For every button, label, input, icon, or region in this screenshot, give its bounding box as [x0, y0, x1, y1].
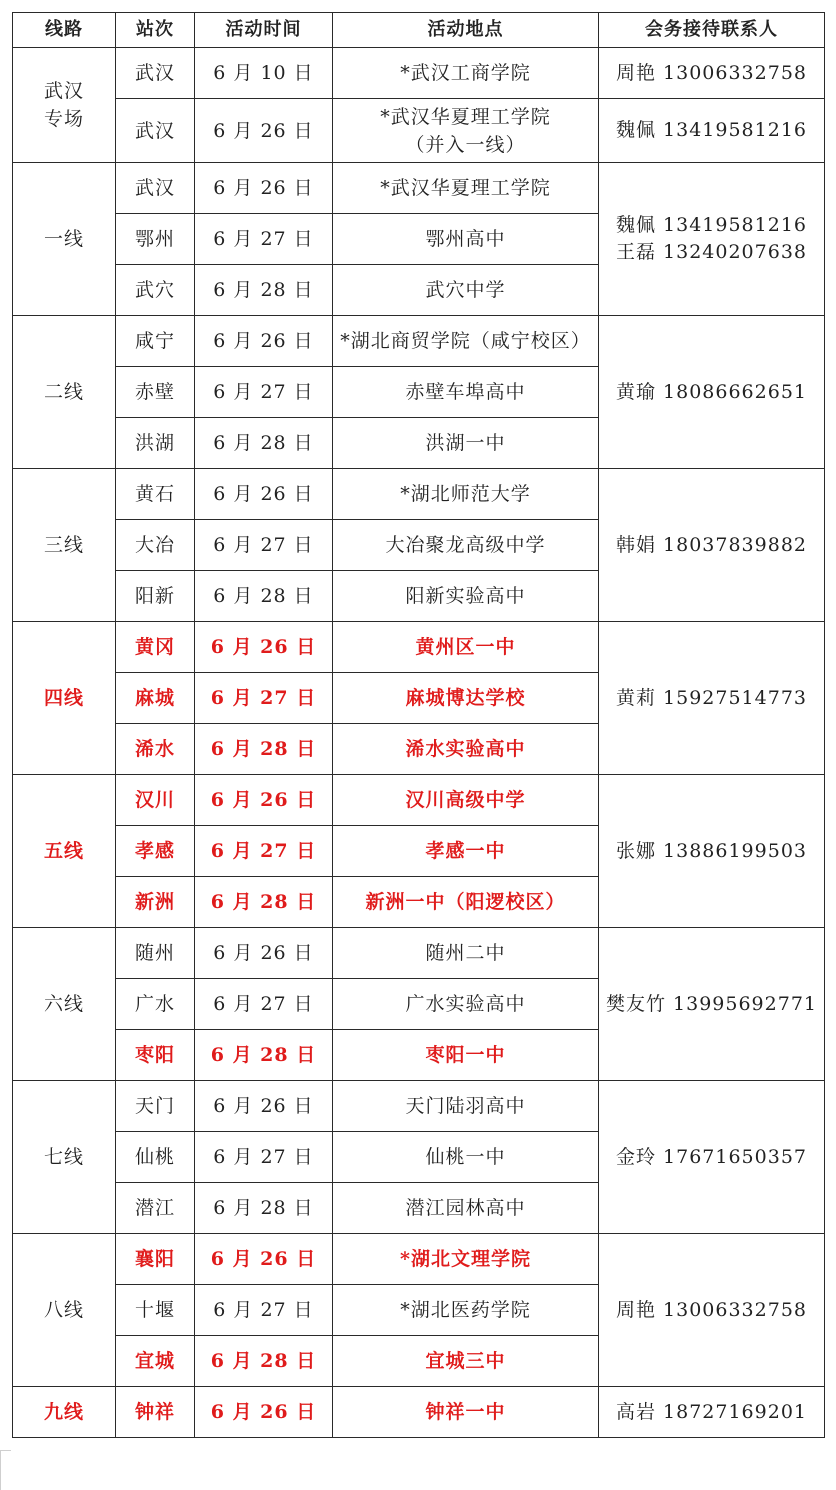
table-row [13, 1234, 825, 1285]
place-cell [333, 724, 599, 775]
time-cell: 6 月 26 日 [195, 99, 333, 163]
time-cell: 6 月 26 日 [195, 1234, 333, 1285]
route-cell [13, 622, 116, 775]
place-line: 阳新实验高中 [405, 585, 526, 607]
contact-cell [599, 469, 825, 622]
place-cell [333, 928, 599, 979]
place-line: 洪湖一中 [425, 432, 506, 454]
route-cell [13, 163, 116, 316]
time-cell: 6 月 28 日 [195, 571, 333, 622]
place-line: 武穴中学 [425, 279, 506, 301]
contact-line: 黄莉 15927514773 [615, 686, 807, 709]
station-cell: 咸宁 [116, 316, 195, 367]
contact-cell [599, 316, 825, 469]
table-row [13, 1387, 825, 1438]
place-line: 钟祥一中 [425, 1401, 506, 1423]
table-row [13, 316, 825, 367]
place-cell [333, 316, 599, 367]
contact-cell [599, 48, 825, 99]
station-cell: 阳新 [116, 571, 195, 622]
station-cell: 广水 [116, 979, 195, 1030]
table-row [13, 775, 825, 826]
time-cell: 6 月 28 日 [195, 877, 333, 928]
route-name: 六线 [43, 993, 84, 1015]
place-line: 赤壁车埠高中 [405, 381, 526, 403]
place-cell [333, 265, 599, 316]
place-line: 麻城博达学校 [405, 687, 526, 709]
time-cell: 6 月 27 日 [195, 1132, 333, 1183]
route-cell [13, 48, 116, 163]
time-cell: 6 月 26 日 [195, 163, 333, 214]
place-line: 鄂州高中 [425, 228, 506, 250]
place-cell [333, 367, 599, 418]
contact-line: 韩娟 18037839882 [615, 533, 807, 556]
station-cell: 武汉 [116, 99, 195, 163]
place-line: 随州二中 [425, 942, 506, 964]
route-name: 七线 [43, 1146, 84, 1168]
header-route: 线路 [13, 13, 116, 48]
route-cell [13, 1234, 116, 1387]
route-cell [13, 1387, 116, 1438]
place-line: *武汉华夏理工学院 [380, 177, 551, 199]
header-station: 站次 [116, 13, 195, 48]
time-cell: 6 月 26 日 [195, 775, 333, 826]
contact-line: 魏佩 13419581216 [615, 214, 807, 236]
contact-line: 王磊 13240207638 [615, 241, 807, 263]
contact-line: 黄瑜 18086662651 [615, 380, 807, 403]
station-cell: 大冶 [116, 520, 195, 571]
place-cell [333, 1336, 599, 1387]
time-cell: 6 月 28 日 [195, 1183, 333, 1234]
station-cell: 鄂州 [116, 214, 195, 265]
place-cell [333, 1183, 599, 1234]
page-corner-mark [0, 1450, 11, 1490]
time-cell: 6 月 28 日 [195, 265, 333, 316]
time-cell: 6 月 26 日 [195, 928, 333, 979]
place-cell [333, 673, 599, 724]
route-name: 武汉 [43, 80, 84, 102]
place-cell [333, 48, 599, 99]
contact-cell [599, 622, 825, 775]
place-line: 仙桃一中 [425, 1146, 506, 1168]
place-line: *武汉华夏理工学院 [380, 105, 551, 128]
time-cell: 6 月 27 日 [195, 979, 333, 1030]
place-line: 广水实验高中 [405, 993, 526, 1015]
table-row [13, 928, 825, 979]
table-row [13, 163, 825, 214]
place-cell [333, 1132, 599, 1183]
station-cell: 襄阳 [116, 1234, 195, 1285]
place-line: 孝感一中 [425, 840, 506, 862]
place-cell [333, 163, 599, 214]
contact-line: 周艳 13006332758 [615, 61, 807, 84]
place-line: 潜江园林高中 [405, 1197, 526, 1219]
table-row [13, 1081, 825, 1132]
station-cell: 仙桃 [116, 1132, 195, 1183]
route-name: 九线 [43, 1401, 84, 1423]
time-cell: 6 月 27 日 [195, 367, 333, 418]
place-line: 大冶聚龙高级中学 [385, 534, 546, 556]
place-cell [333, 775, 599, 826]
station-cell: 汉川 [116, 775, 195, 826]
route-cell [13, 316, 116, 469]
table-row [13, 99, 825, 163]
station-cell: 黄冈 [116, 622, 195, 673]
place-line: 宜城三中 [425, 1350, 506, 1372]
contact-line: 张娜 13886199503 [615, 839, 807, 862]
station-cell: 孝感 [116, 826, 195, 877]
place-cell [333, 1387, 599, 1438]
station-cell: 武穴 [116, 265, 195, 316]
time-cell: 6 月 26 日 [195, 622, 333, 673]
place-line: 浠水实验高中 [405, 738, 526, 760]
place-cell [333, 622, 599, 673]
route-cell [13, 469, 116, 622]
route-name: 专场 [43, 108, 84, 130]
station-cell: 新洲 [116, 877, 195, 928]
station-cell: 十堰 [116, 1285, 195, 1336]
header-time: 活动时间 [195, 13, 333, 48]
table-row [13, 469, 825, 520]
place-line: *武汉工商学院 [400, 62, 531, 84]
route-name: 一线 [43, 228, 84, 250]
route-name: 五线 [43, 840, 84, 862]
route-name: 四线 [43, 687, 84, 709]
place-line: *湖北医药学院 [400, 1299, 531, 1321]
route-cell [13, 775, 116, 928]
time-cell: 6 月 28 日 [195, 1030, 333, 1081]
schedule-body [13, 48, 825, 1438]
contact-cell [599, 775, 825, 928]
place-cell [333, 826, 599, 877]
place-line: （并入一线） [405, 133, 526, 156]
station-cell: 麻城 [116, 673, 195, 724]
contact-cell [599, 1234, 825, 1387]
time-cell: 6 月 28 日 [195, 724, 333, 775]
place-cell [333, 877, 599, 928]
station-cell: 宜城 [116, 1336, 195, 1387]
station-cell: 武汉 [116, 163, 195, 214]
place-cell [333, 520, 599, 571]
station-cell: 钟祥 [116, 1387, 195, 1438]
contact-cell [599, 928, 825, 1081]
place-line: 新洲一中（阳逻校区） [365, 891, 566, 913]
time-cell: 6 月 28 日 [195, 1336, 333, 1387]
header-contact: 会务接待联系人 [599, 13, 825, 48]
time-cell: 6 月 26 日 [195, 469, 333, 520]
table-row [13, 622, 825, 673]
place-cell [333, 1234, 599, 1285]
place-cell [333, 99, 599, 163]
station-cell: 随州 [116, 928, 195, 979]
header-place: 活动地点 [333, 13, 599, 48]
place-line: *湖北文理学院 [400, 1248, 531, 1270]
station-cell: 武汉 [116, 48, 195, 99]
time-cell: 6 月 27 日 [195, 214, 333, 265]
time-cell: 6 月 26 日 [195, 1387, 333, 1438]
contact-line: 金玲 17671650357 [615, 1145, 807, 1168]
station-cell: 赤壁 [116, 367, 195, 418]
station-cell: 洪湖 [116, 418, 195, 469]
place-cell [333, 214, 599, 265]
place-cell [333, 979, 599, 1030]
place-line: *湖北师范大学 [400, 483, 531, 505]
station-cell: 枣阳 [116, 1030, 195, 1081]
station-cell: 潜江 [116, 1183, 195, 1234]
time-cell: 6 月 27 日 [195, 673, 333, 724]
contact-line: 高岩 18727169201 [615, 1400, 807, 1423]
station-cell: 浠水 [116, 724, 195, 775]
route-name: 二线 [43, 381, 84, 403]
place-cell [333, 571, 599, 622]
contact-cell [599, 163, 825, 316]
time-cell: 6 月 27 日 [195, 826, 333, 877]
place-line: 枣阳一中 [425, 1044, 506, 1066]
contact-line: 魏佩 13419581216 [615, 119, 807, 141]
contact-cell [599, 1387, 825, 1438]
time-cell: 6 月 27 日 [195, 1285, 333, 1336]
place-cell [333, 1030, 599, 1081]
schedule-table [12, 12, 825, 1438]
route-name: 八线 [43, 1299, 84, 1321]
route-cell [13, 928, 116, 1081]
contact-line: 周艳 13006332758 [615, 1298, 807, 1321]
station-cell: 天门 [116, 1081, 195, 1132]
place-line: *湖北商贸学院（咸宁校区） [340, 330, 591, 352]
time-cell: 6 月 26 日 [195, 1081, 333, 1132]
header-row [13, 13, 825, 48]
place-cell [333, 469, 599, 520]
table-row [13, 48, 825, 99]
place-line: 黄州区一中 [415, 636, 516, 658]
place-cell [333, 1081, 599, 1132]
route-cell [13, 1081, 116, 1234]
contact-cell [599, 99, 825, 163]
time-cell: 6 月 26 日 [195, 316, 333, 367]
contact-line: 樊友竹 13995692771 [605, 992, 817, 1015]
route-name: 三线 [43, 534, 84, 556]
place-cell [333, 418, 599, 469]
time-cell: 6 月 10 日 [195, 48, 333, 99]
time-cell: 6 月 27 日 [195, 520, 333, 571]
station-cell: 黄石 [116, 469, 195, 520]
contact-cell [599, 1081, 825, 1234]
place-line: 汉川高级中学 [405, 789, 526, 811]
place-cell [333, 1285, 599, 1336]
time-cell: 6 月 28 日 [195, 418, 333, 469]
place-line: 天门陆羽高中 [405, 1095, 526, 1117]
